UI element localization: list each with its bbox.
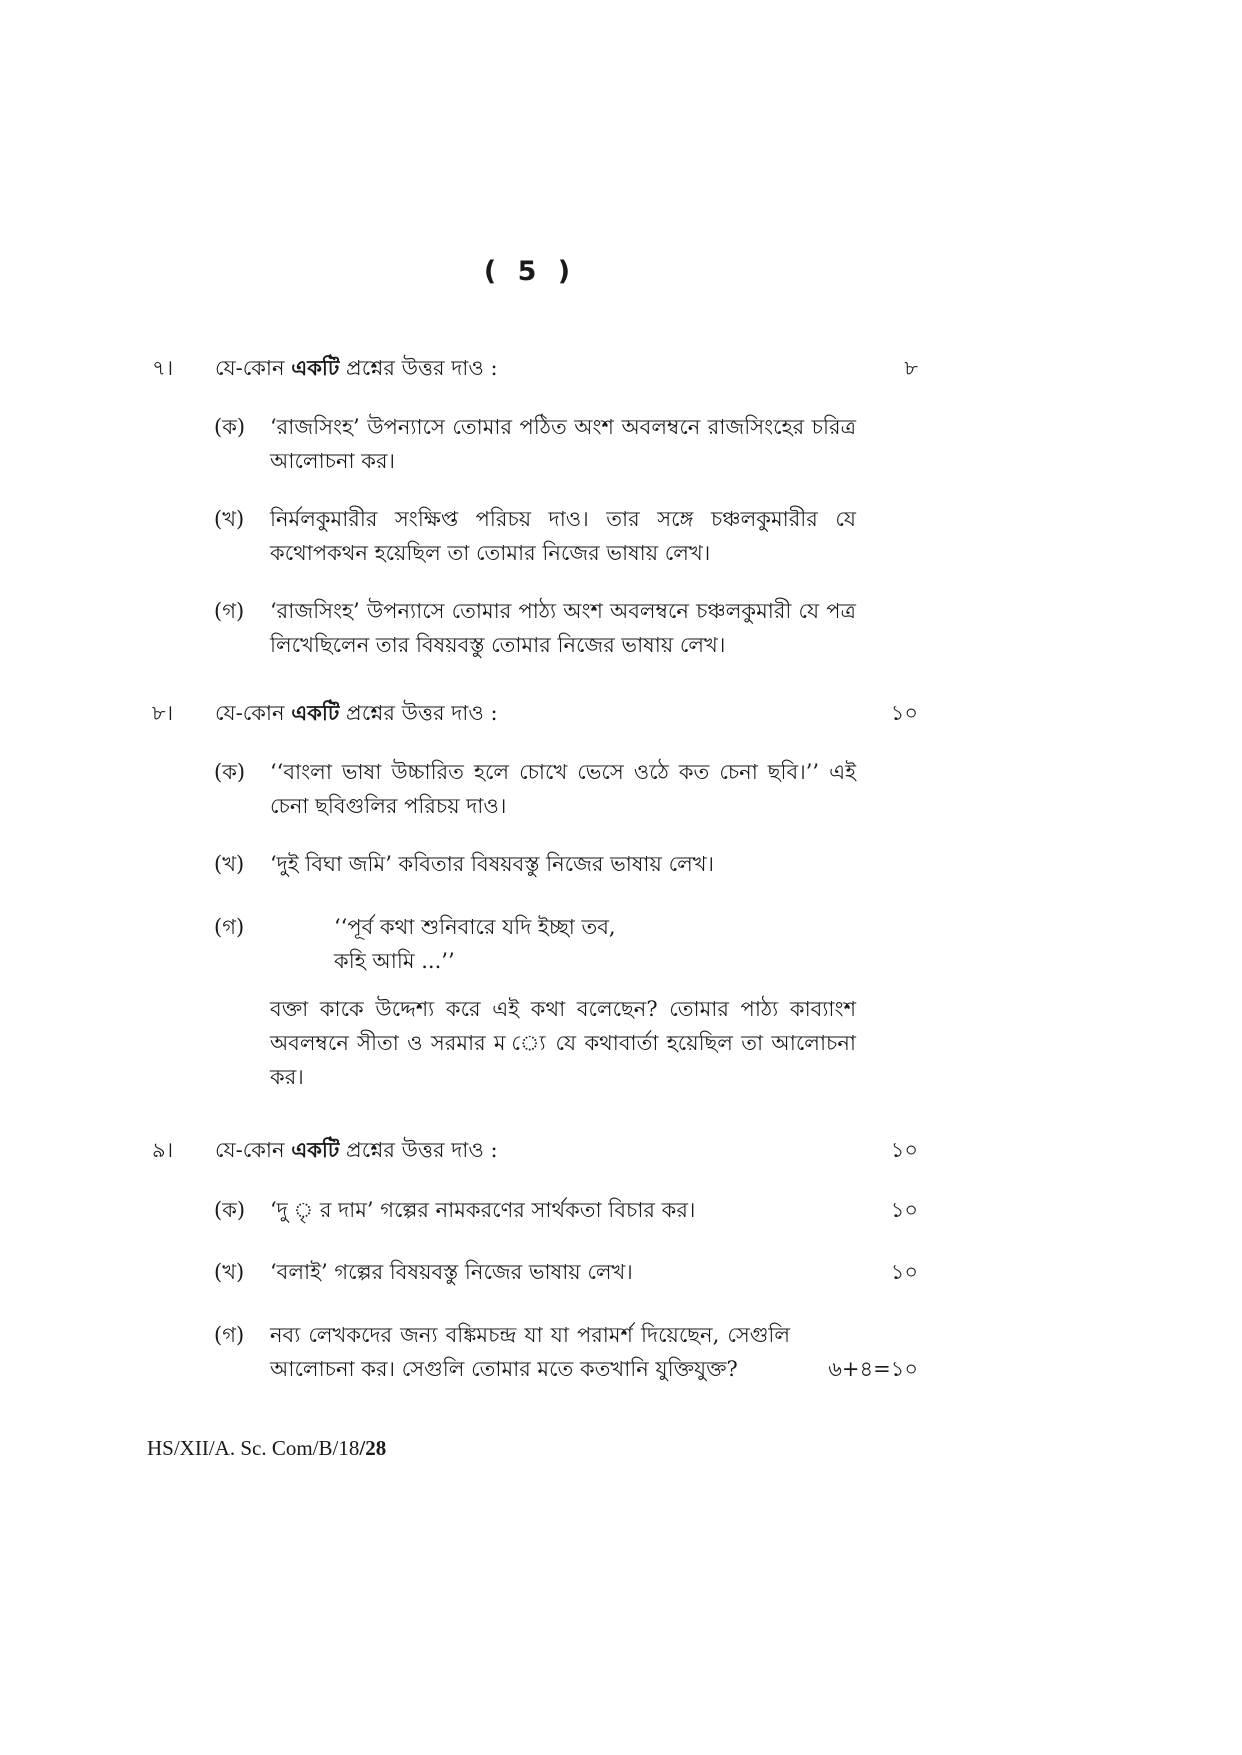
question-number: ৯। xyxy=(152,1138,174,1162)
question-number: ৭। xyxy=(152,356,174,380)
sub-label: (ক) xyxy=(214,1198,246,1222)
sub-label: (গ) xyxy=(214,1323,245,1347)
sub-label: (গ) xyxy=(214,915,245,939)
sub-text: ‘রাজসিংহ’ উপন্যাসে তোমার পঠিত অংশ অবলম্বনে রাজসিংহের চরিত্র আলোচনা কর। xyxy=(270,415,856,473)
sub-label: (ক) xyxy=(214,415,246,439)
sub-label: (ক) xyxy=(214,760,246,784)
sub-text: ‘দু ৃ র দাম’ গল্পের নামকরণের সার্থকতা বিচার কর। xyxy=(270,1198,696,1222)
poem-line-1: ‘‘পূর্ব কথা শুনিবারে যদি ইচ্ছা তব, xyxy=(334,915,616,939)
sub-text: নির্মলকুমারীর সংক্ষিপ্ত পরিচয় দাও। তার সঙ্গে চঞ্চলকুমারীর যে কথোপকথন হয়েছিল তা তোমার নিজের ভাষায় লেখ। xyxy=(270,507,856,565)
sub-text: বক্তা কাকে উদ্দেশ্য করে এই কথা বলেছেন? তোমার পাঠ্য কাব্যাংশ অবলম্বনে সীতা ও সরমার ম ্যে যে কথাবার্তা হয়েছিল তা আলোচনা কর। xyxy=(270,997,856,1089)
question-7-header xyxy=(0,352,1242,392)
sub-marks: ১০ xyxy=(890,1260,918,1284)
question-8-header xyxy=(0,697,1242,737)
question-marks: ১০ xyxy=(890,701,918,725)
paper-code-footer: HS/XII/A. Sc. Com/B/18/28 xyxy=(147,1436,387,1460)
page-number: ( 5 ) xyxy=(483,256,577,287)
sub-label: (খ) xyxy=(214,852,245,876)
sub-text: নব্য লেখকদের জন্য বঙ্কিমচন্দ্র যা যা পরামর্শ দিয়েছেন, সেগুলি আলোচনা কর। সেগুলি তোমার মতে কতখানি যুক্তিযুক্ত? xyxy=(270,1323,790,1381)
sub-text: ‘দুই বিঘা জমি’ কবিতার বিষয়বস্তু নিজের ভাষায় লেখ। xyxy=(270,852,715,876)
sub-text: ‘রাজসিংহ’ উপন্যাসে তোমার পাঠ্য অংশ অবলম্বনে চঞ্চলকুমারী যে পত্র লিখেছিলেন তার বিষয়বস্তু তোমার নিজের ভাষায় লেখ। xyxy=(270,599,856,657)
question-prompt: যে-কোন একটি প্রশ্নের উত্তর দাও : xyxy=(215,1137,498,1162)
sub-marks: ৬+৪=১০ xyxy=(828,1357,918,1381)
question-prompt: যে-কোন একটি প্রশ্নের উত্তর দাও : xyxy=(215,700,498,725)
question-marks: ৮ xyxy=(904,356,918,380)
question-number: ৮। xyxy=(152,701,174,725)
question-marks: ১০ xyxy=(890,1138,918,1162)
sub-label: (খ) xyxy=(214,507,245,531)
sub-text: ‘বলাই’ গল্পের বিষয়বস্তু নিজের ভাষায় লেখ। xyxy=(270,1260,633,1284)
sub-text: ‘‘বাংলা ভাষা উচ্চারিত হলে চোখে ভেসে ওঠে কত চেনা ছবি।’’ এই চেনা ছবিগুলির পরিচয় দাও। xyxy=(270,760,856,818)
sub-label: (গ) xyxy=(214,599,245,623)
sub-label: (খ) xyxy=(214,1260,245,1284)
question-prompt: যে-কোন একটি প্রশ্নের উত্তর দাও : xyxy=(215,355,498,380)
poem-line-2: কহি আমি ...’’ xyxy=(334,949,455,973)
question-9-header xyxy=(0,1134,1242,1174)
sub-marks: ১০ xyxy=(890,1198,918,1222)
